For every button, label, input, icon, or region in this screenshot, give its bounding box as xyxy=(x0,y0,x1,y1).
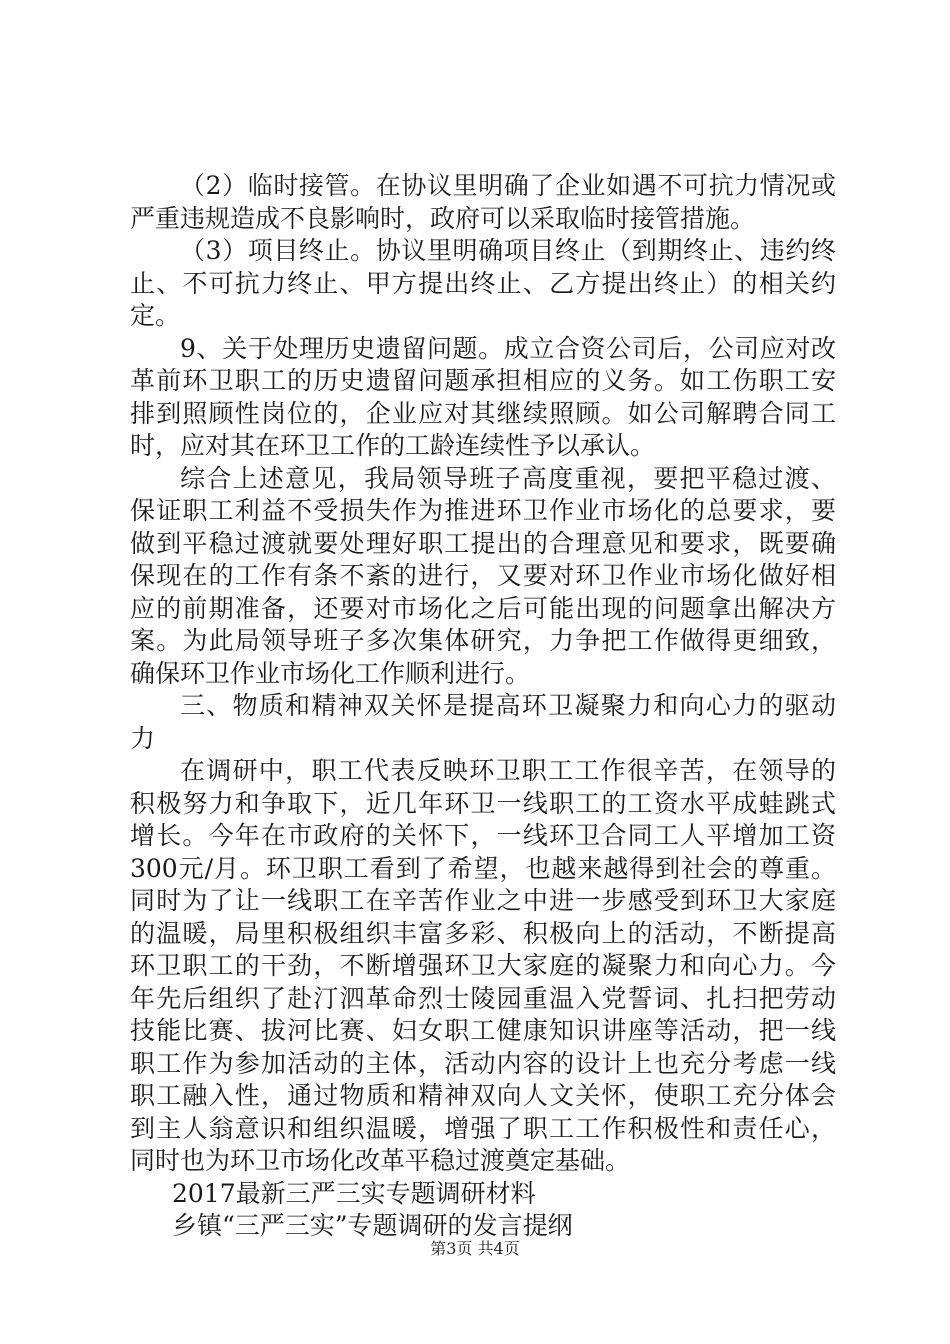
text-line: 革前环卫职工的历史遗留问题承担相应的义务。如工伤职工安 xyxy=(130,366,836,395)
text-line: 保证职工利益不受损失作为推进环卫作业市场化的总要求，要 xyxy=(130,496,836,525)
text-line: 做到平稳过渡就要处理好职工提出的合理意见和要求，既要确 xyxy=(130,528,836,558)
document-body xyxy=(130,170,836,1243)
text-line: 止、不可抗力终止、甲方提出终止、乙方提出终止）的相关约 xyxy=(130,268,836,298)
text-line: 排到照顾性岗位的，企业应对其继续照顾。如公司解聘合同工 xyxy=(130,398,836,428)
text-line: 在调研中，职工代表反映环卫职工工作很辛苦，在领导的 xyxy=(180,756,836,785)
text-line: 到主人翁意识和组织温暖，增强了职工工作积极性和责任心， xyxy=(130,1113,836,1143)
text-line: 300元/月。环卫职工看到了希望，也越来越得到社会的尊重。 xyxy=(130,853,836,883)
text-line: 定。 xyxy=(130,301,181,330)
text-line: 年先后组织了赴汀泗革命烈士陵园重温入党誓词、扎扫把劳动 xyxy=(130,983,836,1013)
text-line: 同时也为环卫市场化改革平稳过渡奠定基础。 xyxy=(130,1146,631,1175)
text-line: 时，应对其在环卫工作的工龄连续性予以承认。 xyxy=(130,431,656,460)
text-line: 综合上述意见，我局领导班子高度重视，要把平稳过渡、 xyxy=(180,463,836,493)
text-line: 增长。今年在市政府的关怀下，一线环卫合同工人平增加工资 xyxy=(130,821,836,850)
text-line: 力 xyxy=(130,723,156,753)
text-line: 应的前期准备，还要对市场化之后可能出现的问题拿出解决方 xyxy=(130,593,836,623)
text-line: 职工作为参加活动的主体，活动内容的设计上也充分考虑一线 xyxy=(130,1048,836,1078)
text-line: （2）临时接管。在协议里明确了企业如遇不可抗力情况或 xyxy=(180,171,836,200)
text-line: 同时为了让一线职工在辛苦作业之中进一步感受到环卫大家庭 xyxy=(130,886,836,915)
text-line: 2017最新三严三实专题调研材料 xyxy=(172,1178,536,1208)
text-line: 确保环卫作业市场化工作顺利进行。 xyxy=(130,658,531,688)
text-line: 9、关于处理历史遗留问题。成立合资公司后，公司应对改 xyxy=(180,333,836,363)
text-line: 环卫职工的干劲，不断增强环卫大家庭的凝聚力和向心力。今 xyxy=(130,951,836,980)
text-line: 积极努力和争取下，近几年环卫一线职工的工资水平成蛙跳式 xyxy=(130,788,836,818)
text-line: 保现在的工作有条不紊的进行，又要对环卫作业市场化做好相 xyxy=(130,561,836,590)
text-line: 严重违规造成不良影响时，政府可以采取临时接管措施。 xyxy=(130,203,756,233)
text-line: 技能比赛、拔河比赛、妇女职工健康知识讲座等活动，把一线 xyxy=(130,1016,836,1045)
page-footer: 第3页 共4页 xyxy=(430,1239,520,1258)
text-line: 乡镇“三严三实”专题调研的发言提纲 xyxy=(172,1211,573,1240)
text-line: 的温暖，局里积极组织丰富多彩、积极向上的活动，不断提高 xyxy=(130,918,836,948)
text-line: 案。为此局领导班子多次集体研究，力争把工作做得更细致， xyxy=(130,626,836,655)
text-line: 职工融入性，通过物质和精神双向人文关怀，使职工充分体会 xyxy=(130,1081,836,1110)
text-line: 三、物质和精神双关怀是提高环卫凝聚力和向心力的驱动 xyxy=(180,691,836,720)
text-line: （3）项目终止。协议里明确项目终止（到期终止、违约终 xyxy=(180,236,836,265)
